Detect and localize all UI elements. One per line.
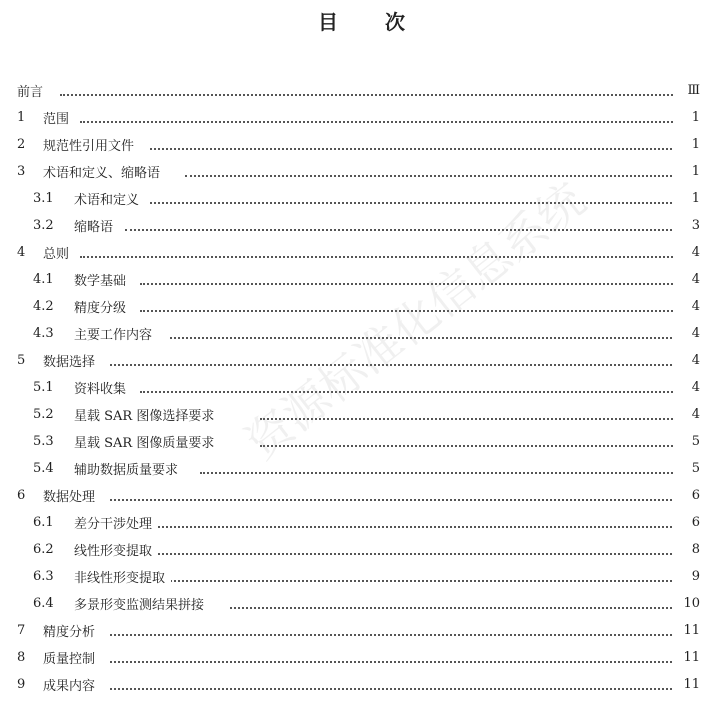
toc-entry-page: 3 [674, 218, 700, 233]
toc-entry[interactable] [0, 215, 700, 235]
toc-entry[interactable] [0, 242, 700, 262]
toc-entry-title: 辅助数据质量要求 [74, 459, 184, 478]
dot-leader [110, 497, 680, 501]
dot-leader [140, 389, 680, 393]
dot-leader [80, 254, 680, 258]
toc-entry-number: 5.4 [33, 460, 54, 476]
toc-entry-page: 1 [674, 110, 700, 125]
toc-entry-title: 星载 SAR 图像选择要求 [74, 405, 220, 424]
toc-entry-number: 6.4 [33, 595, 54, 611]
toc-entry-number: 5.2 [33, 406, 54, 422]
toc-entry[interactable] [0, 539, 700, 559]
toc-entry-title: 精度分析 [43, 621, 101, 640]
toc-entry-number: 6.1 [33, 514, 54, 530]
toc-entry-page: 5 [674, 434, 700, 449]
toc-entry-number: 4.3 [33, 325, 54, 341]
toc-entry-number: 1 [17, 109, 26, 125]
dot-leader [60, 92, 680, 96]
toc-entry-page: 1 [674, 191, 700, 206]
toc-entry[interactable] [0, 350, 700, 370]
toc-entry-title: 总则 [43, 243, 75, 262]
toc-entry-title: 资料收集 [74, 378, 132, 397]
toc-entry[interactable] [0, 458, 700, 478]
toc-entry-page: 4 [674, 326, 700, 341]
dot-leader [200, 470, 680, 474]
toc-entry-title: 缩略语 [74, 216, 119, 235]
dot-leader [155, 524, 680, 528]
toc-entry[interactable] [0, 323, 700, 343]
toc-entry-number: 3 [17, 163, 26, 179]
toc-entry-title: 星载 SAR 图像质量要求 [74, 432, 220, 451]
dot-leader [80, 119, 680, 123]
toc-entry-number: 9 [17, 676, 26, 692]
toc-entry-page: Ⅲ [674, 83, 700, 98]
toc-entry[interactable] [0, 485, 700, 505]
toc-entry-number: 6.2 [33, 541, 54, 557]
toc-entry-page: 1 [674, 137, 700, 152]
toc-entry-number: 5.1 [33, 379, 54, 395]
toc-entry-page: 4 [674, 407, 700, 422]
dot-leader [110, 362, 680, 366]
toc-entry-page: 4 [674, 272, 700, 287]
toc-entry[interactable] [0, 134, 700, 154]
dot-leader [170, 578, 680, 582]
dot-leader [110, 686, 680, 690]
toc-entry-number: 6.3 [33, 568, 54, 584]
toc-entry[interactable] [0, 674, 700, 694]
toc-entry[interactable] [0, 377, 700, 397]
toc-entry-title: 数学基础 [74, 270, 132, 289]
toc-entry-title: 差分干涉处理 [74, 513, 158, 532]
toc-entry-page: 8 [674, 542, 700, 557]
toc-entry-number: 3.1 [33, 190, 54, 206]
dot-leader [125, 227, 680, 231]
toc-entry-page: 4 [674, 380, 700, 395]
toc-entry[interactable] [0, 161, 700, 181]
toc-entry-page: 4 [674, 353, 700, 368]
toc-entry-title: 质量控制 [43, 648, 101, 667]
toc-entry-title: 术语和定义、缩略语 [43, 162, 166, 181]
toc-entry-title: 主要工作内容 [74, 324, 158, 343]
toc-entry-page: 10 [674, 596, 700, 611]
toc-entry-title: 成果内容 [43, 675, 101, 694]
toc-entry-title: 前言 [17, 81, 49, 100]
toc-entry-title: 规范性引用文件 [43, 135, 140, 154]
toc-entry[interactable] [0, 512, 700, 532]
toc-entry[interactable] [0, 107, 700, 127]
toc-entry[interactable] [0, 431, 700, 451]
toc-entry-title: 数据处理 [43, 486, 101, 505]
dot-leader [260, 416, 680, 420]
toc-entry[interactable] [0, 296, 700, 316]
watermark-text: 资源标准化信息系统 [235, 172, 596, 470]
dot-leader [150, 146, 680, 150]
toc-entry-page: 6 [674, 515, 700, 530]
dot-leader [140, 281, 680, 285]
toc-entry-number: 7 [17, 622, 26, 638]
title-char-2: 次 [385, 10, 406, 34]
toc-entry-title: 精度分级 [74, 297, 132, 316]
title-char-1: 目 [318, 10, 339, 34]
dot-leader [140, 308, 680, 312]
toc-entry-title: 术语和定义 [74, 189, 145, 208]
toc-entry-page: 1 [674, 164, 700, 179]
toc-entry-page: 5 [674, 461, 700, 476]
toc-entry[interactable] [0, 647, 700, 667]
toc-entry-number: 4.2 [33, 298, 54, 314]
dot-leader [110, 659, 680, 663]
dot-leader [150, 200, 680, 204]
toc-entry-page: 9 [674, 569, 700, 584]
toc-entry[interactable] [0, 593, 700, 613]
dot-leader [170, 335, 680, 339]
toc-entry-page: 4 [674, 245, 700, 260]
toc-entry[interactable] [0, 566, 700, 586]
toc-entry-page: 11 [674, 650, 700, 665]
toc-entry-page: 11 [674, 677, 700, 692]
toc-entry-page: 6 [674, 488, 700, 503]
dot-leader [110, 632, 680, 636]
toc-entry-number: 3.2 [33, 217, 54, 233]
toc-entry[interactable] [0, 404, 700, 424]
toc-entry-title: 数据选择 [43, 351, 101, 370]
toc-entry[interactable] [0, 269, 700, 289]
dot-leader [230, 605, 680, 609]
dot-leader [155, 551, 680, 555]
toc-entry-title: 线性形变提取 [74, 540, 158, 559]
toc-entry-number: 5 [17, 352, 26, 368]
toc-entry-number: 4.1 [33, 271, 54, 287]
dot-leader [260, 443, 680, 447]
toc-entry[interactable] [0, 188, 700, 208]
toc-entry-page: 11 [674, 623, 700, 638]
toc-entry-title: 非线性形变提取 [74, 567, 171, 586]
toc-entry-number: 2 [17, 136, 26, 152]
toc-entry-number: 8 [17, 649, 26, 665]
toc-entry-number: 4 [17, 244, 26, 260]
toc-entry[interactable] [0, 80, 700, 100]
toc-entry-title: 范围 [43, 108, 75, 127]
toc-entry-number: 5.3 [33, 433, 54, 449]
toc-entry[interactable] [0, 620, 700, 640]
toc-entry-number: 6 [17, 487, 26, 503]
toc-entry-page: 4 [674, 299, 700, 314]
toc-entry-title: 多景形变监测结果拼接 [74, 594, 210, 613]
dot-leader [185, 173, 680, 177]
